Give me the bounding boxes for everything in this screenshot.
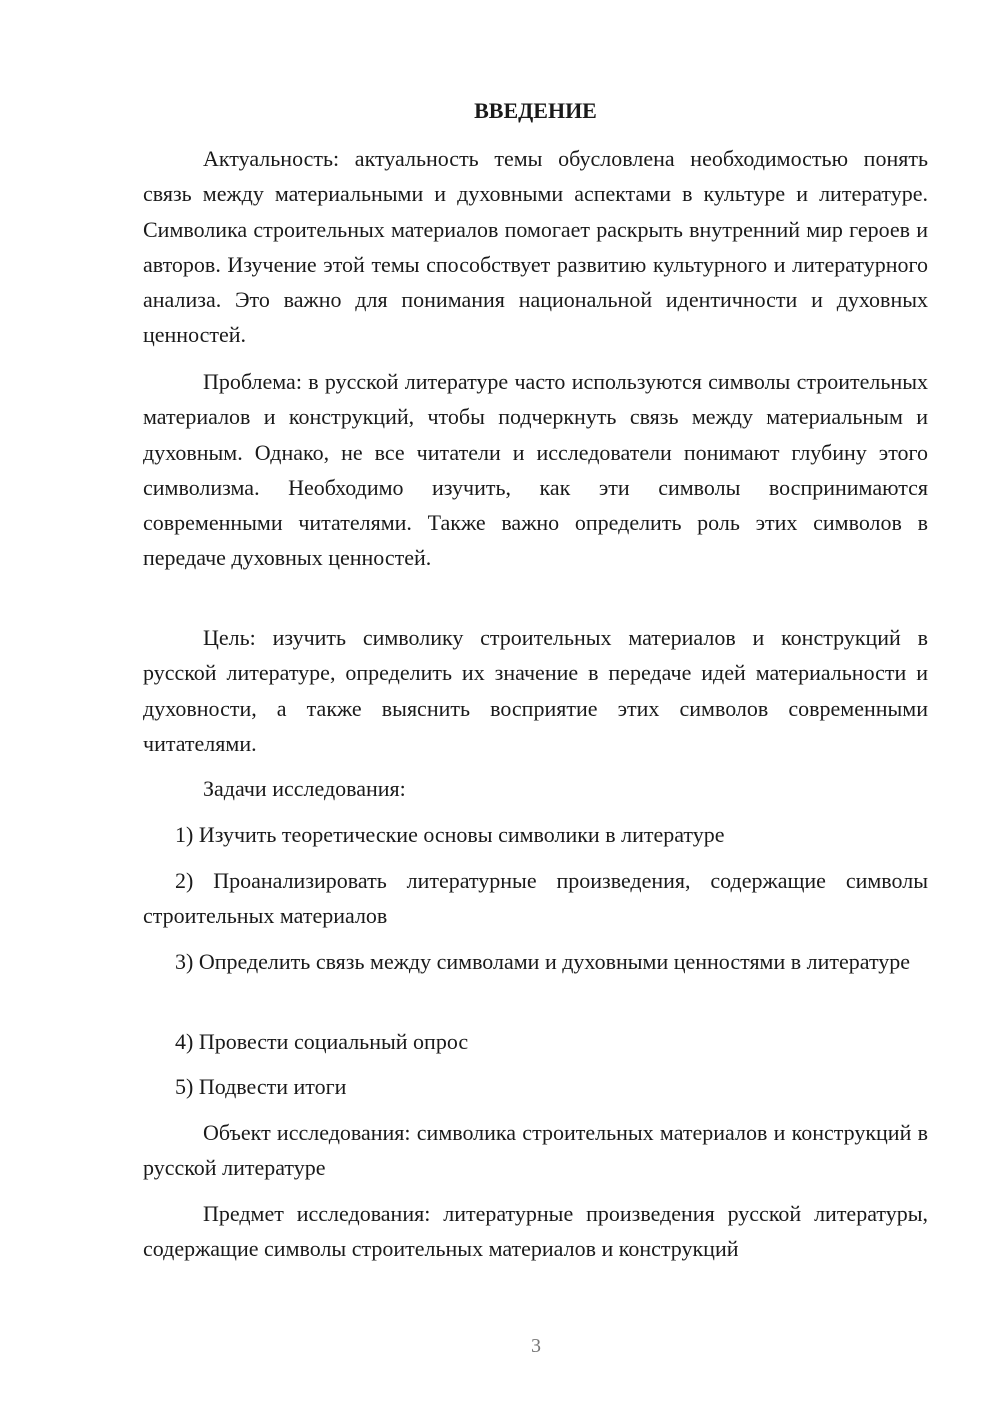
- task-item-4: 4) Провести социальный опрос: [175, 1029, 469, 1054]
- tasks-heading: Задачи исследования:: [203, 776, 406, 801]
- paragraph-subject: Предмет исследования: литературные произведения русской литературы, содержащие символы строительных материалов и конструкций: [143, 1201, 928, 1262]
- task-item-5: 5) Подвести итоги: [175, 1074, 347, 1099]
- paragraph-problem: Проблема: в русской литературе часто используются символы строительных материалов и конструкций, чтобы подчеркнуть связь между материальным и духовным. Однако, не все читатели и исследователи понимают глубину этого символизма. Необходимо изучить, как эти символы воспринимаются современными читателями. Также важно определить роль этих символов в передаче духовных ценностей.: [143, 369, 928, 571]
- paragraph-goal: Цель: изучить символику строительных материалов и конструкций в русской литературе, определить их значение в передаче идей материальности и духовности, а также выяснить восприятие этих символов современными читателями.: [143, 625, 928, 756]
- paragraph-object: Объект исследования: символика строительных материалов и конструкций в русской литературе: [143, 1120, 928, 1181]
- task-item-3: 3) Определить связь между символами и духовными ценностями в литературе: [175, 949, 911, 974]
- paragraph-relevance: Актуальность: актуальность темы обусловлена необходимостью понять связь между материальными и духовными аспектами в культуре и литературе. Символика строительных материалов помогает раскрыть внутренний мир героев и авторов. Изучение этой темы способствует развитию культурного и литературного анализа. Это важно для понимания национальной идентичности и духовных ценностей.: [143, 146, 928, 348]
- task-item-2: 2) Проанализировать литературные произведения, содержащие символы строительных материалов: [143, 868, 928, 929]
- section-title: ВВЕДЕНИЕ: [474, 98, 597, 123]
- task-item-1: 1) Изучить теоретические основы символики в литературе: [175, 822, 725, 847]
- page-number: 3: [531, 1335, 541, 1357]
